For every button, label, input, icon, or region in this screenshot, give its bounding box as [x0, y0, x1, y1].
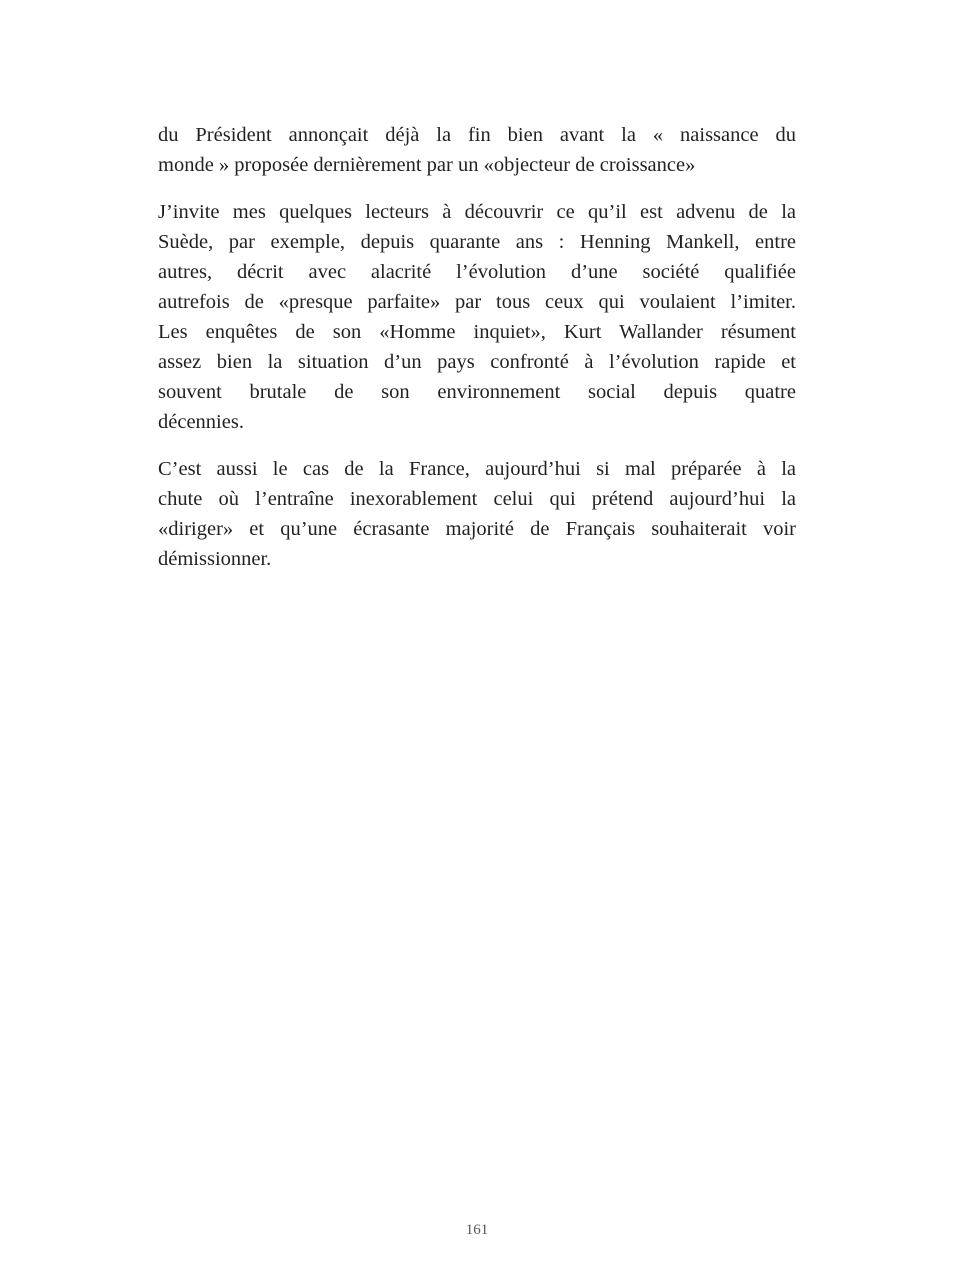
document-body	[158, 120, 796, 591]
text-line: C’est aussi le cas de la France, aujourd’hui si mal préparée à la	[158, 458, 796, 480]
text-line: «diriger» et qu’une écrasante majorité de Français souhaiterait voir	[158, 518, 796, 540]
text-line: chute où l’entraîne inexorablement celui qui prétend aujourd’hui la	[158, 488, 796, 510]
page-number: 161	[465, 1222, 489, 1238]
text-line: Suède, par exemple, depuis quarante ans : Henning Mankell, entre	[158, 231, 796, 253]
text-line: autrefois de «presque parfaite» par tous ceux qui voulaient l’imiter.	[158, 291, 796, 313]
text-line: démissionner.	[158, 548, 272, 570]
text-line: autres, décrit avec alacrité l’évolution d’une société qualifiée	[158, 261, 796, 283]
text-line: monde » proposée dernièrement par un «objecteur de croissance»	[158, 154, 696, 176]
text-line: J’invite mes quelques lecteurs à découvrir ce qu’il est advenu de la	[158, 201, 796, 223]
text-line: Les enquêtes de son «Homme inquiet», Kurt Wallander résument	[158, 321, 796, 343]
text-line: du Président annonçait déjà la fin bien avant la « naissance du	[158, 124, 796, 146]
text-line: décennies.	[158, 411, 244, 433]
paragraph-3	[158, 454, 796, 574]
paragraph-2	[158, 197, 796, 437]
paragraph-1	[158, 120, 796, 180]
text-line: souvent brutale de son environnement social depuis quatre	[158, 381, 796, 403]
text-line: assez bien la situation d’un pays confronté à l’évolution rapide et	[158, 351, 796, 373]
